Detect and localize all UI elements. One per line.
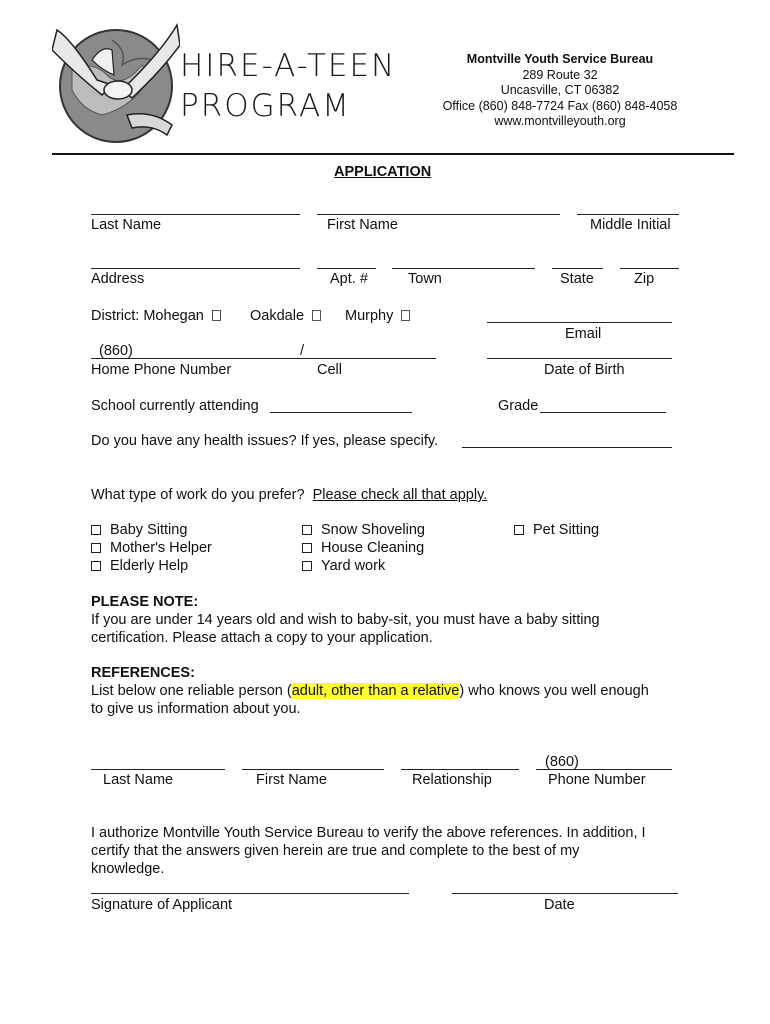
email-field[interactable] <box>487 322 672 323</box>
district-murphy-label: Murphy <box>345 308 394 324</box>
program-title-line2: PROGRAM <box>180 88 351 124</box>
health-label: Do you have any health issues? If yes, please specify. <box>91 433 439 449</box>
ref-phone-label: Phone Number <box>548 772 646 788</box>
ref-relationship-field[interactable] <box>401 769 519 770</box>
date-label: Date <box>544 897 575 913</box>
references-line2: to give us information about you. <box>91 701 301 717</box>
town-label: Town <box>408 271 442 287</box>
ref-last-name-field[interactable] <box>91 769 225 770</box>
signature-field[interactable] <box>91 893 409 894</box>
work-question <box>91 487 487 504</box>
date-field[interactable] <box>452 893 678 894</box>
home-phone-label: Home Phone Number <box>91 362 232 378</box>
phone-slash: / <box>300 343 305 359</box>
signature-label: Signature of Applicant <box>91 897 233 913</box>
last-name-field[interactable] <box>91 214 300 215</box>
work-question-text: What type of work do you prefer? <box>91 487 305 503</box>
ref-first-name-field[interactable] <box>242 769 384 770</box>
school-field[interactable] <box>270 412 412 413</box>
yard-work-label: Yard work <box>321 558 386 574</box>
references-line1-b: ) who knows you well enough <box>459 683 649 699</box>
note-line1: If you are under 14 years old and wish to baby-sit, you must have a baby sitting <box>91 612 600 628</box>
house-cleaning-label: House Cleaning <box>321 540 425 556</box>
application-heading: APPLICATION <box>334 164 432 180</box>
oakdale-checkbox[interactable] <box>312 310 321 321</box>
state-label: State <box>560 271 594 287</box>
org-city: Uncasville, CT 06382 <box>500 83 620 97</box>
ref-phone-prefix: (860) <box>545 754 579 770</box>
option-elderly-help[interactable] <box>91 558 188 575</box>
pet-sitting-label: Pet Sitting <box>533 522 600 538</box>
program-title-line1: HIRE-A-TEEN <box>180 48 397 84</box>
header-divider <box>52 153 734 155</box>
mothers-helper-checkbox[interactable] <box>91 543 101 553</box>
ref-last-name-label: Last Name <box>103 772 174 788</box>
ref-phone-field[interactable] <box>536 769 672 770</box>
district-oakdale <box>250 308 321 325</box>
address-field[interactable] <box>91 268 300 269</box>
home-phone-prefix: (860) <box>99 343 133 359</box>
contact-block <box>420 52 700 130</box>
town-field[interactable] <box>392 268 535 269</box>
first-name-field[interactable] <box>317 214 560 215</box>
school-label: School currently attending <box>91 398 259 414</box>
ref-first-name-label: First Name <box>256 772 327 788</box>
health-field[interactable] <box>462 447 672 448</box>
option-house-cleaning[interactable] <box>302 540 424 557</box>
apt-field[interactable] <box>317 268 376 269</box>
murphy-checkbox[interactable] <box>401 310 410 321</box>
ref-relationship-label: Relationship <box>412 772 492 788</box>
grade-field[interactable] <box>540 412 666 413</box>
cell-label: Cell <box>317 362 342 378</box>
baby-sitting-label: Baby Sitting <box>110 522 188 538</box>
address-label: Address <box>91 271 145 287</box>
elderly-help-label: Elderly Help <box>110 558 189 574</box>
email-label: Email <box>565 326 602 342</box>
pet-sitting-checkbox[interactable] <box>514 525 524 535</box>
auth-line2: certify that the answers given herein are true and complete to the best of my <box>91 843 580 859</box>
auth-line1: I authorize Montville Youth Service Bureau to verify the above references. In addition, I <box>91 825 646 841</box>
mohegan-checkbox[interactable] <box>212 310 221 321</box>
middle-initial-label: Middle Initial <box>590 217 671 233</box>
option-baby-sitting[interactable] <box>91 522 187 539</box>
hands-globe-logo <box>52 20 180 146</box>
house-cleaning-checkbox[interactable] <box>302 543 312 553</box>
auth-line3: knowledge. <box>91 861 165 877</box>
district-murphy <box>345 308 410 325</box>
option-pet-sitting[interactable] <box>514 522 599 539</box>
note-title: PLEASE NOTE: <box>91 594 199 610</box>
work-instruction: Please check all that apply. <box>312 487 488 503</box>
org-address: 289 Route 32 <box>522 67 598 82</box>
state-field[interactable] <box>552 268 603 269</box>
references-line1-a: List below one reliable person ( <box>91 683 292 699</box>
first-name-label: First Name <box>327 217 398 233</box>
dob-label: Date of Birth <box>544 362 625 378</box>
elderly-help-checkbox[interactable] <box>91 561 101 571</box>
zip-label: Zip <box>634 271 655 287</box>
org-name: Montville Youth Service Bureau <box>466 52 654 66</box>
references-line1 <box>91 683 649 700</box>
option-yard-work[interactable] <box>302 558 385 575</box>
option-mothers-helper[interactable] <box>91 540 212 557</box>
references-title: REFERENCES: <box>91 665 195 681</box>
home-phone-field[interactable] <box>91 358 305 359</box>
org-phone-fax: Office (860) 848-7724 Fax (860) 848-4058 <box>442 98 678 113</box>
org-website: www.montvilleyouth.org <box>494 114 626 128</box>
references-highlight: adult, other than a relative <box>291 683 460 699</box>
baby-sitting-checkbox[interactable] <box>91 525 101 535</box>
district-oakdale-label: Oakdale <box>250 308 305 324</box>
district-mohegan-label: District: Mohegan <box>91 308 204 324</box>
cell-field[interactable] <box>305 358 436 359</box>
grade-label: Grade <box>498 398 539 414</box>
snow-shoveling-checkbox[interactable] <box>302 525 312 535</box>
option-snow-shoveling[interactable] <box>302 522 425 539</box>
mothers-helper-label: Mother's Helper <box>110 540 212 556</box>
yard-work-checkbox[interactable] <box>302 561 312 571</box>
snow-shoveling-label: Snow Shoveling <box>321 522 425 538</box>
dob-field[interactable] <box>487 358 672 359</box>
zip-field[interactable] <box>620 268 679 269</box>
note-line2: certification. Please attach a copy to your application. <box>91 630 433 646</box>
district-mohegan <box>91 308 221 325</box>
middle-initial-field[interactable] <box>577 214 679 215</box>
apt-label: Apt. # <box>330 271 368 287</box>
last-name-label: Last Name <box>91 217 162 233</box>
